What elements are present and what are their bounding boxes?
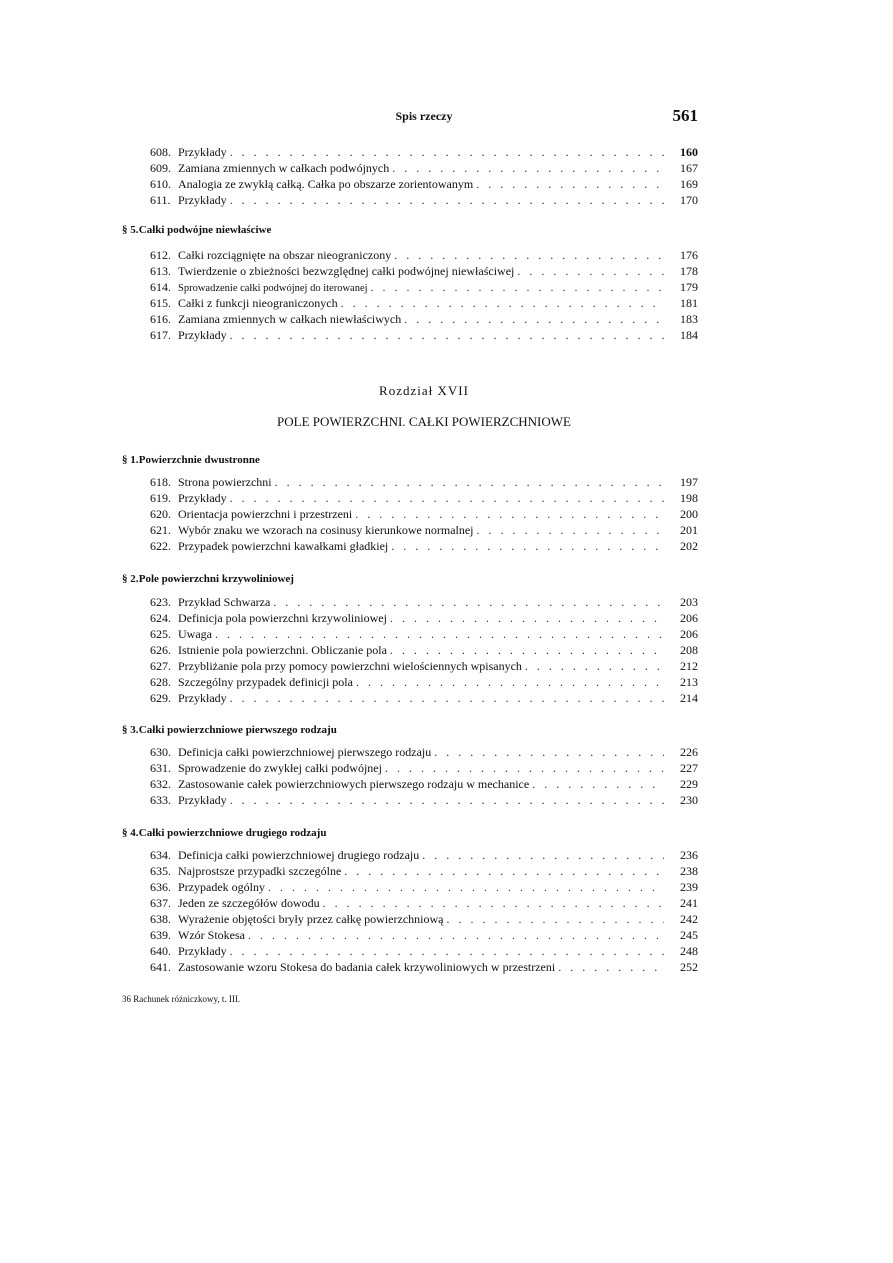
toc-block-section-3 [150, 744, 698, 808]
toc-block-section-4 [150, 847, 698, 975]
page-header [150, 106, 698, 126]
leader-dots [558, 959, 664, 975]
page-number: 561 [672, 106, 698, 125]
toc-entry: 632. Zastosowanie całek powierzchniowych pierwszego rodzaju w mechanice . . . 229 [150, 776, 698, 792]
leader-dots [476, 176, 664, 192]
leader-dots [434, 744, 664, 760]
leader-dots [248, 927, 664, 943]
leader-dots [385, 760, 664, 776]
toc-entry: 615. Całki z funkcji nieograniczonych . . . 181 [150, 295, 698, 311]
leader-dots [323, 895, 664, 911]
toc-entry: 634. Definicja całki powierzchniowej drugiego rodzaju . . . 236 [150, 847, 698, 863]
leader-dots [230, 690, 664, 706]
leader-dots [392, 160, 664, 176]
toc-block-section-2 [150, 594, 698, 706]
leader-dots [230, 192, 664, 208]
leader-dots [525, 658, 664, 674]
toc-entry: 617. Przykłady . . . 184 [150, 327, 698, 343]
toc-block-1 [150, 144, 698, 208]
leader-dots [355, 506, 664, 522]
toc-entry: 629. Przykłady . . . 214 [150, 690, 698, 706]
leader-dots [517, 263, 664, 279]
section-heading: § 1. Powierzchnie dwustronne [122, 454, 260, 466]
toc-entry: 624. Definicja pola powierzchni krzywoliniowej . . . 206 [150, 610, 698, 626]
leader-dots [273, 594, 664, 610]
toc-entry: 612. Całki rozciągnięte na obszar nieograniczony . . . 176 [150, 247, 698, 263]
toc-entry: 626. Istnienie pola powierzchni. Obliczanie pola . . . 208 [150, 642, 698, 658]
toc-entry: 608. Przykłady . . . 160 [150, 144, 698, 160]
toc-entry: 641. Zastosowanie wzoru Stokesa do badania całek krzywoliniowych w przestrzeni . . . 252 [150, 959, 698, 975]
leader-dots [422, 847, 664, 863]
toc-block-section-1 [150, 474, 698, 554]
toc-entry: 616. Zamiana zmiennych w całkach niewłaściwych . . . 183 [150, 311, 698, 327]
toc-entry: 627. Przybliżanie pola przy pomocy powierzchni wielościennych wpisanych . . . 212 [150, 658, 698, 674]
toc-entry: 639. Wzór Stokesa . . . 245 [150, 927, 698, 943]
toc-entry: 609. Zamiana zmiennych w całkach podwójnych . . . 167 [150, 160, 698, 176]
toc-entry: 620. Orientacja powierzchni i przestrzeni . . . 200 [150, 506, 698, 522]
section-heading: § 2. Pole powierzchni krzywoliniowej [122, 573, 294, 585]
leader-dots [391, 538, 664, 554]
leader-dots [268, 879, 664, 895]
leader-dots [230, 490, 664, 506]
toc-entry: 614. Sprowadzenie całki podwójnej do iterowanej . . . 179 [150, 279, 698, 295]
leader-dots [394, 247, 664, 263]
toc-entry: 619. Przykłady . . . 198 [150, 490, 698, 506]
leader-dots [275, 474, 664, 490]
leader-dots [230, 943, 664, 959]
toc-entry: 640. Przykłady . . . 248 [150, 943, 698, 959]
toc-entry: 638. Wyrażenie objętości bryły przez całkę powierzchniową . . . 242 [150, 911, 698, 927]
toc-entry: 621. Wybór znaku we wzorach na cosinusy kierunkowe normalnej . . . 201 [150, 522, 698, 538]
leader-dots [230, 327, 664, 343]
chapter-label: Rozdział XVII [379, 383, 469, 398]
toc-entry: 630. Definicja całki powierzchniowej pierwszego rodzaju . . . 226 [150, 744, 698, 760]
toc-entry: 633. Przykłady . . . 230 [150, 792, 698, 808]
leader-dots [446, 911, 664, 927]
leader-dots [356, 674, 664, 690]
leader-dots [230, 144, 664, 160]
toc-entry: 625. Uwaga . . . 206 [150, 626, 698, 642]
leader-dots [341, 295, 664, 311]
toc-entry: 622. Przypadek powierzchni kawałkami gładkiej . . . 202 [150, 538, 698, 554]
toc-entry: 610. Analogia ze zwykłą całką. Całka po obszarze zorientowanym . . . 169 [150, 176, 698, 192]
toc-entry: 611. Przykłady . . . 170 [150, 192, 698, 208]
toc-block-2 [150, 247, 698, 343]
leader-dots [344, 863, 664, 879]
leader-dots [215, 626, 664, 642]
leader-dots [371, 279, 664, 295]
leader-dots [230, 792, 664, 808]
toc-entry: 635. Najprostsze przypadki szczególne . . . 238 [150, 863, 698, 879]
section-heading: § 3. Całki powierzchniowe pierwszego rodzaju [122, 724, 337, 736]
toc-entry: 628. Szczególny przypadek definicji pola . . . 213 [150, 674, 698, 690]
section-heading: § 4. Całki powierzchniowe drugiego rodzaju [122, 827, 327, 839]
leader-dots [532, 776, 664, 792]
chapter-title: POLE POWIERZCHNI. CAŁKI POWIERZCHNIOWE [277, 414, 571, 429]
toc-entry: 637. Jeden ze szczegółów dowodu . . . 241 [150, 895, 698, 911]
leader-dots [404, 311, 664, 327]
toc-entry: 623. Przykład Schwarza . . . 203 [150, 594, 698, 610]
toc-entry: 636. Przypadek ogólny . . . 239 [150, 879, 698, 895]
toc-entry: 613. Twierdzenie o zbieżności bezwzględnej całki podwójnej niewłaściwej . . . 178 [150, 263, 698, 279]
toc-entry: 631. Sprowadzenie do zwykłej całki podwójnej . . . 227 [150, 760, 698, 776]
leader-dots [390, 642, 664, 658]
running-title: Spis rzeczy [395, 109, 453, 123]
toc-entry: 618. Strona powierzchni . . . 197 [150, 474, 698, 490]
leader-dots [390, 610, 664, 626]
leader-dots [477, 522, 664, 538]
page-footer: 36 Rachunek różniczkowy, t. III. [122, 994, 241, 1004]
section-heading: § 5. Całki podwójne niewłaściwe [122, 224, 272, 236]
